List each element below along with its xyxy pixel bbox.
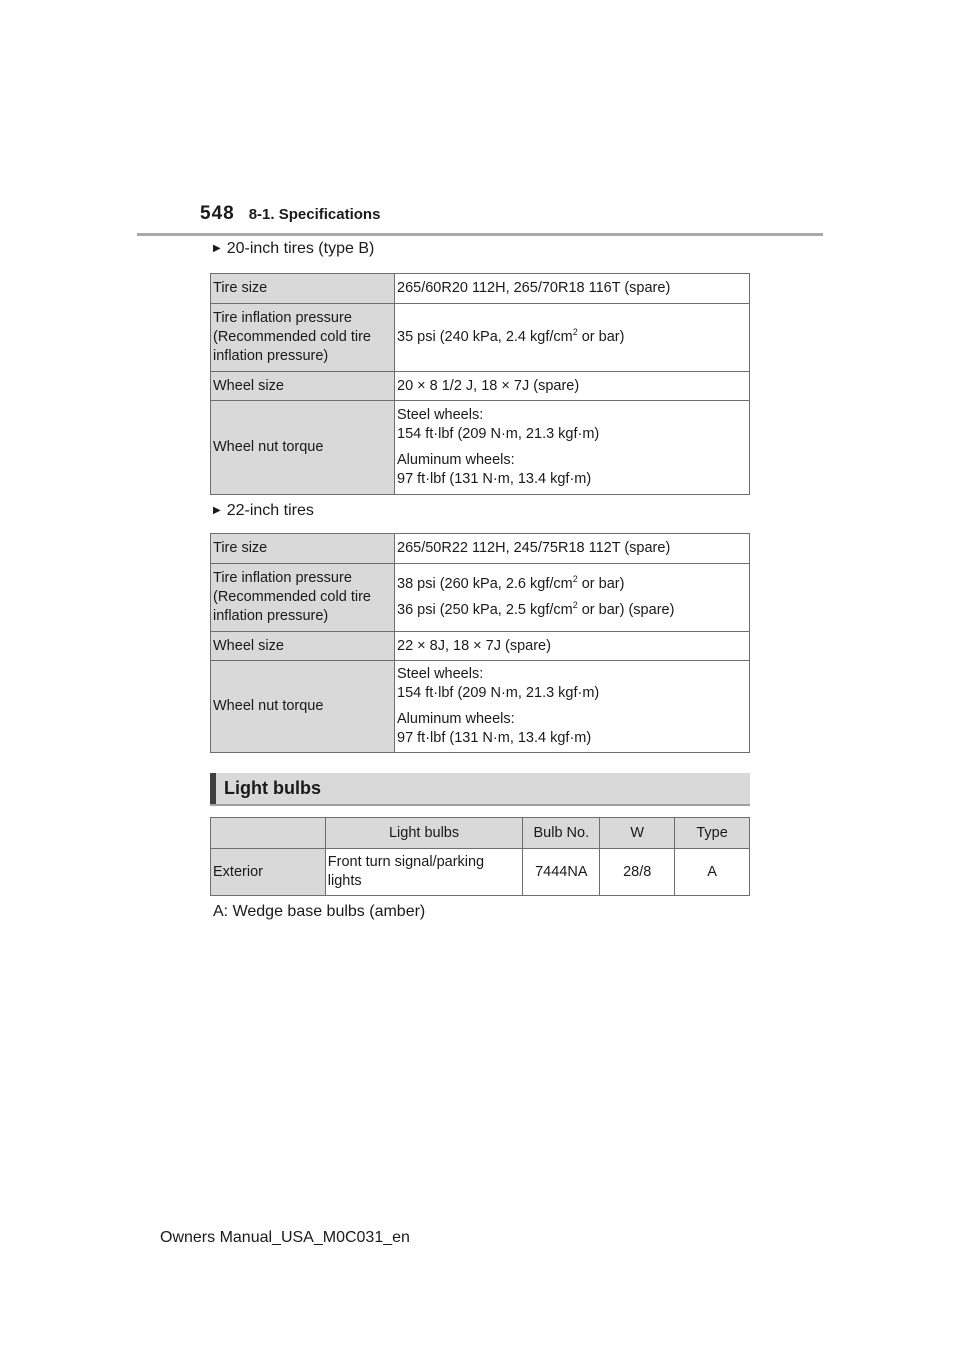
page-header (200, 203, 380, 233)
column-header: Type (675, 818, 750, 849)
row-label: Tire inflation pressure (Recommended cold tire inflation pressure) (211, 304, 395, 372)
bulb-watts: 28/8 (600, 849, 675, 896)
column-header (211, 818, 326, 849)
table-row (211, 372, 750, 401)
light-bulbs-banner (210, 773, 750, 806)
section-title: 8-1. Specifications (248, 206, 381, 223)
table-row (211, 849, 750, 896)
table-row (211, 304, 750, 372)
row-label: Wheel nut torque (211, 401, 395, 495)
light-bulbs-title: Light bulbs (224, 778, 321, 798)
table-row (211, 632, 750, 661)
row-label: Tire size (211, 534, 395, 564)
row-label: Wheel nut torque (211, 661, 395, 753)
column-header: Bulb No. (523, 818, 600, 849)
heading-20-inch-tires (213, 240, 374, 258)
bulb-number: 7444NA (523, 849, 600, 896)
banner-accent-bar (210, 773, 216, 804)
bulb-footnote: A: Wedge base bulbs (amber) (213, 903, 426, 920)
table-row (211, 564, 750, 632)
triangle-bullet-icon: ▶ (213, 242, 221, 254)
row-value: Steel wheels: 154 ft·lbf (209 N·m, 21.3 kgf·m) Aluminum wheels: 97 ft·lbf (131 N·m, 13.4 kgf·m) (395, 401, 750, 495)
table-row (211, 534, 750, 564)
row-value: 38 psi (260 kPa, 2.6 kgf/$cm^2$ or bar) 36 psi (250 kPa, 2.5 kgf/$cm^2$ or bar) (spare) (395, 564, 750, 632)
row-label: Wheel size (211, 372, 395, 401)
header-divider (137, 233, 823, 236)
column-header: W (600, 818, 675, 849)
row-value: 22 × 8J, 18 × 7J (spare) (395, 632, 750, 661)
light-bulbs-table (210, 817, 750, 896)
page-footer: Owners Manual_USA_M0C031_en (160, 1229, 410, 1246)
bulb-name: Front turn signal/parking lights (325, 849, 523, 896)
row-value: Steel wheels: 154 ft·lbf (209 N·m, 21.3 kgf·m) Aluminum wheels: 97 ft·lbf (131 N·m, 13.4 kgf·m) (395, 661, 750, 753)
table-row (211, 661, 750, 753)
row-value: 35 psi (240 kPa, 2.4 kgf/$cm^2$ or bar) (395, 304, 750, 372)
table-row (211, 401, 750, 495)
bulb-category: Exterior (211, 849, 326, 896)
tires-20-table (210, 273, 750, 495)
row-label: Wheel size (211, 632, 395, 661)
row-label: Tire inflation pressure (Recommended cold tire inflation pressure) (211, 564, 395, 632)
column-header: Light bulbs (325, 818, 523, 849)
row-value: 265/60R20 112H, 265/70R18 116T (spare) (395, 274, 750, 304)
row-value: 265/50R22 112H, 245/75R18 112T (spare) (395, 534, 750, 564)
bulb-type: A (675, 849, 750, 896)
table-row (211, 274, 750, 304)
page-number: 548 (200, 203, 235, 224)
heading-text: 22-inch tires (226, 502, 314, 519)
tires-22-table (210, 533, 750, 753)
triangle-bullet-icon: ▶ (213, 504, 221, 516)
table-header-row (211, 818, 750, 849)
row-label: Tire size (211, 274, 395, 304)
row-value: 20 × 8 1/2 J, 18 × 7J (spare) (395, 372, 750, 401)
heading-22-inch-tires (213, 502, 314, 520)
heading-text: 20-inch tires (type B) (226, 240, 375, 257)
